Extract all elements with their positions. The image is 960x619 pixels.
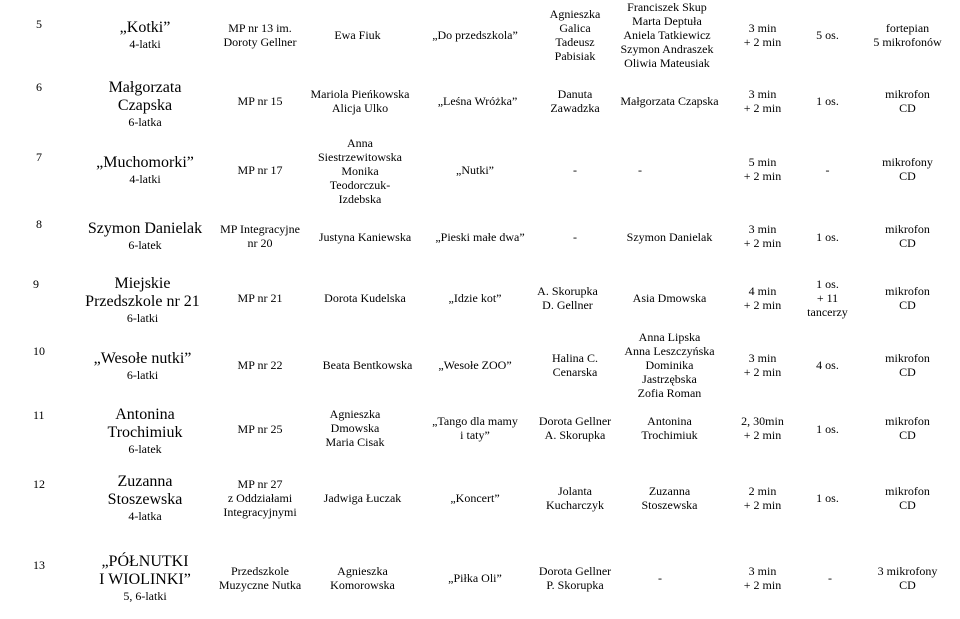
teacher: Agnieszka Dmowska Maria Cisak (325, 407, 385, 449)
duration: 3 min + 2 min (743, 21, 782, 49)
performers: Asia Dmowska (632, 291, 707, 305)
performer-name (80, 550, 210, 606)
teacher: Anna Siestrzewitowska Monika Teodorczuk- Izdebska (318, 136, 402, 206)
age-group: 6-latki (126, 311, 159, 325)
age-group: 4-latki (129, 172, 161, 186)
school: MP Integracyjne nr 20 (220, 222, 300, 250)
person-count: 1 os. (816, 94, 839, 108)
teacher: Ewa Fiuk (334, 28, 381, 42)
duration: 4 min + 2 min (743, 284, 782, 312)
performers: - (638, 163, 642, 177)
performer-name (70, 346, 215, 386)
row-number: 7 (36, 150, 42, 164)
school: MP nr 17 (237, 163, 283, 177)
duration: 5 min + 2 min (743, 155, 782, 183)
age-group: 6-latek (128, 442, 162, 456)
equipment: 3 mikrofony CD (877, 564, 938, 592)
performers: Zuzanna Stoszewska (641, 484, 698, 512)
equipment: mikrofon CD (885, 484, 930, 512)
ensemble-name: „PÓŁNUTKI I WIOLINKI” (99, 553, 191, 588)
school: MP nr 13 im. Doroty Gellner (223, 21, 297, 49)
row-number: 12 (33, 477, 45, 491)
duration: 3 min + 2 min (743, 87, 782, 115)
ensemble-name: Szymon Danielak (87, 220, 203, 237)
person-count: 1 os. (816, 230, 839, 244)
equipment: mikrofon CD (885, 222, 930, 250)
performers: Franciszek Skup Marta Deptuła Aniela Tatkiewicz Szymon Andraszek Oliwia Mateusiak (620, 0, 714, 70)
equipment: mikrofon CD (885, 284, 930, 312)
song-author: Jolanta Kucharczyk (546, 484, 604, 512)
person-count: - (825, 163, 830, 177)
equipment: fortepian 5 mikrofonów (873, 21, 942, 49)
equipment: mikrofon CD (885, 87, 930, 115)
song-author: Agnieszka Galica Tadeusz Pabisiak (549, 7, 601, 63)
teacher: Jadwiga Łuczak (323, 491, 402, 505)
performer-name (90, 12, 200, 58)
age-group: 5, 6-latki (123, 589, 167, 603)
song-author: A. Skorupka D. Gellner (537, 284, 598, 312)
performers: Szymon Danielak (626, 230, 713, 244)
teacher: Agnieszka Komorowska (330, 564, 395, 592)
song-author: - (573, 230, 577, 244)
age-group: 6-latek (128, 238, 162, 252)
school: MP nr 15 (237, 94, 283, 108)
ensemble-name: „Kotki” (119, 19, 171, 36)
song-title: „Wesołe ZOO” (438, 358, 512, 372)
equipment: mikrofon CD (885, 351, 930, 379)
song-author: Dorota Gellner P. Skorupka (538, 564, 612, 592)
age-group: 6-latki (126, 368, 159, 382)
song-title: „Koncert” (450, 491, 500, 505)
school: MP nr 22 (237, 358, 283, 372)
person-count: 4 os. (816, 358, 839, 372)
ensemble-name: Miejskie Przedszkole nr 21 (85, 275, 200, 310)
row-number: 8 (36, 217, 42, 231)
song-title: „Tango dla mamy i taty” (432, 414, 518, 442)
ensemble-name: Małgorzata Czapska (108, 79, 182, 114)
person-count: 1 os. (816, 422, 839, 436)
duration: 3 min + 2 min (743, 222, 782, 250)
performers: Anna Lipska Anna Leszczyńska Dominika Jastrzębska Zofia Roman (624, 330, 715, 400)
performers: - (658, 571, 662, 585)
teacher: Justyna Kaniewska (318, 230, 412, 244)
age-group: 4-latki (129, 37, 161, 51)
equipment: mikrofon CD (885, 414, 930, 442)
performer-name (85, 403, 205, 459)
teacher: Dorota Kudelska (324, 291, 406, 305)
performer-name (75, 218, 215, 254)
school: MP nr 21 (237, 291, 283, 305)
person-count: 5 os. (816, 28, 839, 42)
song-title: „Do przedszkola” (432, 28, 518, 42)
performer-name (80, 150, 210, 190)
row-number: 11 (33, 408, 45, 422)
song-author: - (573, 163, 577, 177)
row-number: 9 (33, 277, 39, 291)
age-group: 4-latka (128, 509, 162, 523)
duration: 2 min + 2 min (743, 484, 782, 512)
row-number: 6 (36, 80, 42, 94)
teacher: Beata Bentkowska (322, 358, 413, 372)
song-title: „Piłka Oli” (448, 571, 502, 585)
song-title: „Pieski małe dwa” (435, 230, 525, 244)
age-group: 6-latka (128, 115, 162, 129)
equipment: mikrofony CD (882, 155, 933, 183)
duration: 3 min + 2 min (743, 351, 782, 379)
school: MP nr 25 (237, 422, 283, 436)
row-number: 5 (36, 17, 42, 31)
ensemble-name: „Wesołe nutki” (93, 350, 192, 367)
song-author: Danuta Zawadzka (550, 87, 600, 115)
ensemble-name: „Muchomorki” (96, 154, 194, 171)
performer-name (85, 470, 205, 526)
song-title: „Leśna Wróżka” (437, 94, 518, 108)
performers: Małgorzata Czapska (620, 94, 719, 108)
ensemble-name: Zuzanna Stoszewska (107, 473, 183, 508)
school: MP nr 27 z Oddziałami Integracyjnymi (223, 477, 297, 519)
duration: 2, 30min + 2 min (741, 414, 784, 442)
song-title: „Idzie kot” (448, 291, 502, 305)
ensemble-name: Antonina Trochimiuk (107, 406, 183, 441)
duration: 3 min + 2 min (743, 564, 782, 592)
performer-name (70, 272, 215, 328)
school: Przedszkole Muzyczne Nutka (218, 564, 302, 592)
person-count: - (828, 571, 832, 585)
song-author: Halina C. Cenarska (552, 351, 598, 379)
row-number: 10 (33, 344, 45, 358)
performer-name (85, 76, 205, 132)
teacher: Mariola Pieńkowska Alicja Ulko (310, 87, 410, 115)
song-author: Dorota Gellner A. Skorupka (538, 414, 612, 442)
person-count: 1 os. + 11 tancerzy (807, 277, 848, 319)
performers: Antonina Trochimiuk (641, 414, 698, 442)
person-count: 1 os. (816, 491, 839, 505)
row-number: 13 (33, 558, 45, 572)
song-title: „Nutki” (456, 163, 494, 177)
